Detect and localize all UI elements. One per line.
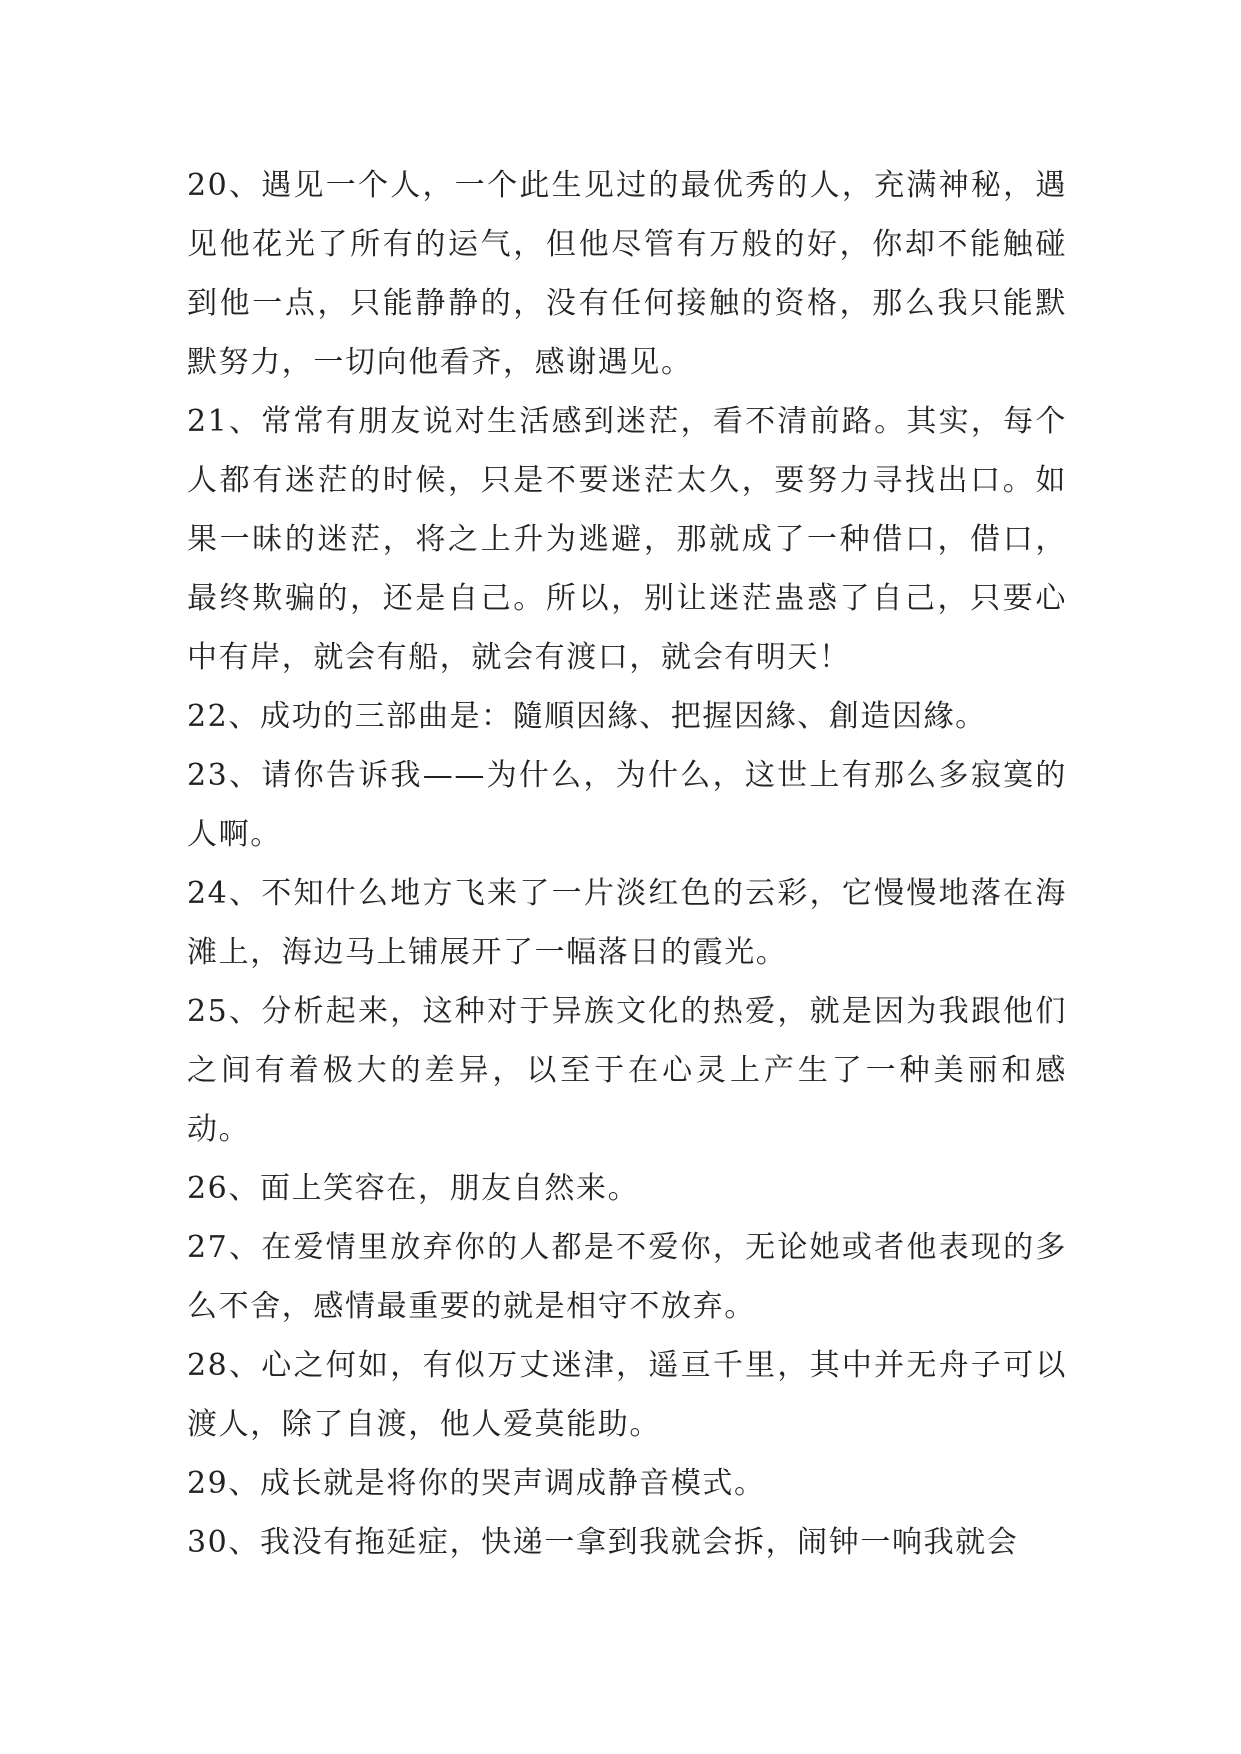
paragraph-29: 29、成长就是将你的哭声调成静音模式。: [187, 1466, 766, 1501]
paragraph-28: 28、心之何如，有似万丈迷津，遥亘千里，其中并无舟子可以渡人，除了自渡，他人爱莫能助。: [187, 1348, 1067, 1442]
paragraph-27: 27、在爱情里放弃你的人都是不爱你，无论她或者他表现的多么不舍，感情最重要的就是相守不放弃。: [187, 1230, 1067, 1324]
paragraph-24: 24、不知什么地方飞来了一片淡红色的云彩，它慢慢地落在海滩上，海边马上铺展开了一幅落日的霞光。: [187, 876, 1067, 970]
paragraph-22: 22、成功的三部曲是：隨順因緣、把握因緣、創造因緣。: [187, 699, 987, 734]
paragraph-25: 25、分析起来，这种对于异族文化的热爱，就是因为我跟他们之间有着极大的差异，以至于在心灵上产生了一种美丽和感动。: [187, 994, 1067, 1147]
paragraph-20: 20、遇见一个人，一个此生见过的最优秀的人，充满神秘，遇见他花光了所有的运气，但他尽管有万般的好，你却不能触碰到他一点，只能静静的，没有任何接触的资格，那么我只能默默努力，一切向他看齐，感谢遇见。: [187, 168, 1067, 380]
document-body: [187, 156, 1067, 1572]
paragraph-21: 21、常常有朋友说对生活感到迷茫，看不清前路。其实，每个人都有迷茫的时候，只是不要迷茫太久，要努力寻找出口。如果一昧的迷茫，将之上升为逃避，那就成了一种借口，借口，最终欺骗的，还是自己。所以，别让迷茫蛊惑了自己，只要心中有岸，就会有船，就会有渡口，就会有明天！: [187, 404, 1067, 675]
paragraph-26: 26、面上笑容在，朋友自然来。: [187, 1171, 640, 1206]
paragraph-23: 23、请你告诉我——为什么，为什么，这世上有那么多寂寞的人啊。: [187, 758, 1067, 852]
paragraph-30: 30、我没有拖延症，快递一拿到我就会拆，闹钟一响我就会: [187, 1525, 1019, 1560]
